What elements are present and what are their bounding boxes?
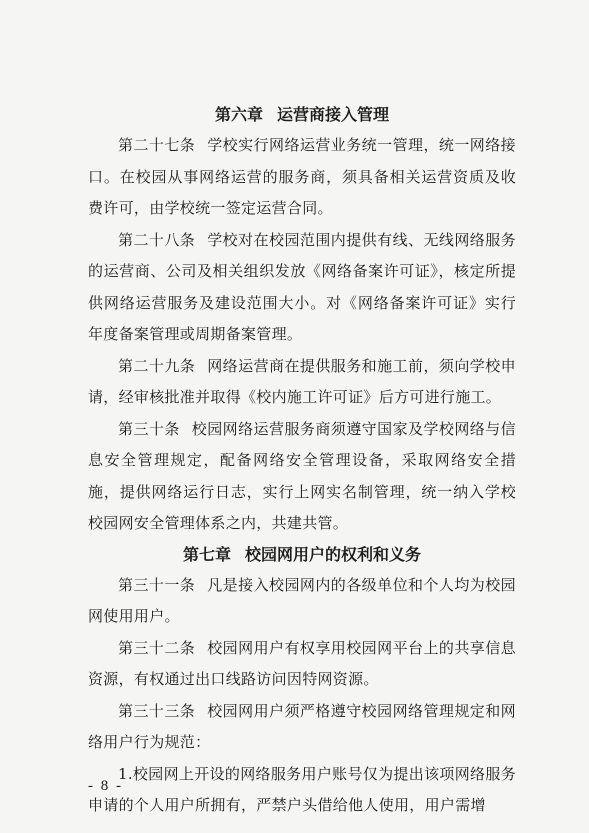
article-27-text: 学校实行网络运营业务统一管理，统一网络接口。在校园从事网络运营的服务商，须具备相关运营资质及收费许可，由学校统一签定运营合同。 <box>88 136 516 217</box>
article-29-text: 网络运营商在提供服务和施工前，须向学校申请，经审核批准并取得《校内施工许可证》后方可进行施工。 <box>88 356 516 406</box>
article-33-number: 第三十三条 <box>118 701 196 720</box>
document-body <box>88 100 516 822</box>
article-29-number: 第二十九条 <box>118 356 196 375</box>
article-31 <box>88 570 516 633</box>
article-30-text: 校园网络运营服务商须遵守国家及学校网络与信息安全管理规定，配备网络安全管理设备，采取网络安全措施，提供网络运行日志，实行上网实名制管理，统一纳入学校校园网安全管理体系之内，共建共管。 <box>88 419 516 532</box>
article-33-text: 校园网用户须严格遵守校园网络管理规定和网络用户行为规范： <box>88 701 516 751</box>
article-32 <box>88 633 516 696</box>
article-30-number: 第三十条 <box>118 419 180 438</box>
article-28-text: 学校对在校园范围内提供有线、无线网络服务的运营商、公司及相关组织发放《网络备案许可证》，核定所提供网络运营服务及建设范围大小。对《网络备案许可证》实行年度备案管理或周期备案管理。 <box>88 230 516 343</box>
article-30 <box>88 414 516 540</box>
article-31-text: 凡是接入校园网内的各级单位和个人均为校园网使用用户。 <box>88 575 516 625</box>
article-33-item-1: 1.校园网上开设的网络服务用户账号仅为提出该项网络服务申请的个人用户所拥有，严禁户头借给他人使用，用户需增 <box>88 764 516 814</box>
article-27 <box>88 130 516 225</box>
article-32-number: 第三十二条 <box>118 638 196 657</box>
article-31-number: 第三十一条 <box>118 575 196 594</box>
article-28-number: 第二十八条 <box>118 230 196 249</box>
article-29 <box>88 351 516 414</box>
chapter-6-heading <box>88 100 516 130</box>
page-number: - 8 - <box>88 778 123 794</box>
article-32-text: 校园网用户有权享用校园网平台上的共享信息资源，有权通过出口线路访问因特网资源。 <box>88 638 516 688</box>
chapter-7-title: 校园网用户的权利和义务 <box>245 544 422 564</box>
chapter-7-heading <box>88 540 516 570</box>
article-28 <box>88 225 516 351</box>
chapter-6-title: 运营商接入管理 <box>277 105 390 124</box>
chapter-7-number: 第七章 <box>182 544 231 564</box>
article-33 <box>88 696 516 759</box>
article-27-number: 第二十七条 <box>118 136 196 154</box>
chapter-6-number: 第六章 <box>214 105 263 124</box>
